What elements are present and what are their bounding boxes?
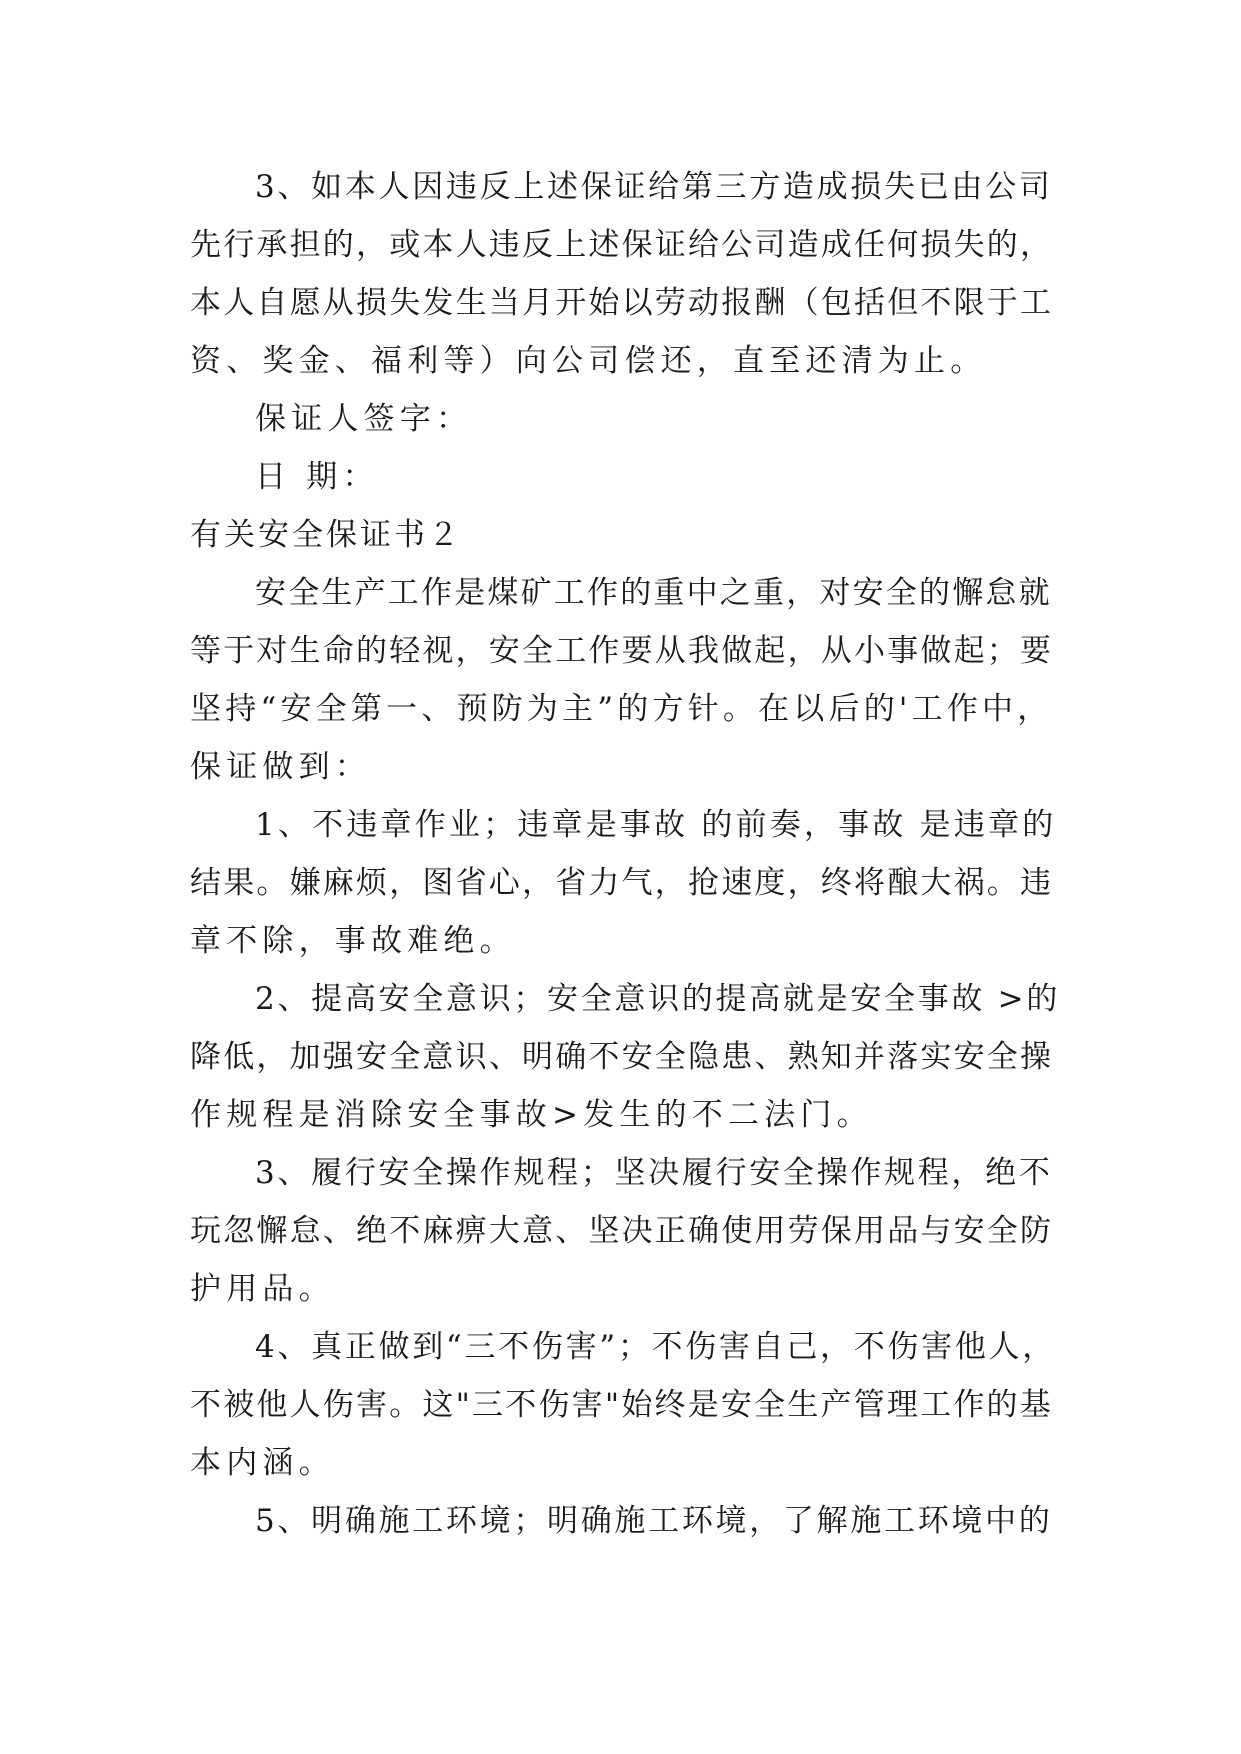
paragraph-line: 5、明确施工环境；明确施工环境，了解施工环境中的 bbox=[255, 1503, 1053, 1539]
paragraph-line: 降低，加强安全意识、明确不安全隐患、熟知并落实安全操 bbox=[190, 1039, 1054, 1075]
paragraph-line: 作规程是消除安全事故>发生的不二法门。 bbox=[190, 1097, 873, 1133]
paragraph-line: 1、不违章作业；违章是事故 的前奏，事故 是违章的 bbox=[255, 807, 1057, 843]
paragraph-line: 3、如本人因违反上述保证给第三方造成损失已由公司 bbox=[255, 169, 1053, 205]
section-heading: 有关安全保证书２ bbox=[190, 517, 462, 553]
paragraph-line: 保证做到： bbox=[190, 749, 371, 785]
paragraph-line: 玩忽懈怠、绝不麻痹大意、坚决正确使用劳保用品与安全防 bbox=[190, 1213, 1054, 1249]
paragraph-line: 本内涵。 bbox=[190, 1445, 335, 1481]
paragraph-line: 等于对生命的轻视，安全工作要从我做起，从小事做起；要 bbox=[190, 633, 1054, 669]
signature-label: 保证人签字： bbox=[255, 401, 473, 437]
paragraph-line: 护用品。 bbox=[190, 1271, 335, 1307]
paragraph-line: 3、履行安全操作规程；坚决履行安全操作规程，绝不 bbox=[255, 1155, 1053, 1191]
paragraph-line: 结果。嫌麻烦，图省心，省力气，抢速度，终将酿大祸。违 bbox=[190, 865, 1054, 901]
paragraph-line: 本人自愿从损失发生当月开始以劳动报酬（包括但不限于工 bbox=[190, 285, 1054, 321]
paragraph-line: 资、奖金、福利等）向公司偿还，直至还清为止。 bbox=[190, 343, 987, 379]
paragraph-line: 4、真正做到“三不伤害”；不伤害自己，不伤害他人， bbox=[255, 1329, 1056, 1365]
paragraph-line: 2、提高安全意识；安全意识的提高就是安全事故 >的 bbox=[255, 981, 1061, 1017]
date-label: 日 期： bbox=[255, 459, 379, 495]
paragraph-line: 安全生产工作是煤矿工作的重中之重，对安全的懈怠就 bbox=[255, 575, 1052, 611]
paragraph-line: 不被他人伤害。这"三不伤害"始终是安全生产管理工作的基 bbox=[190, 1387, 1053, 1423]
paragraph-line: 章不除，事故难绝。 bbox=[190, 923, 516, 959]
paragraph-line: 坚持“安全第一、预防为主”的方针。在以后的'工作中， bbox=[190, 691, 1053, 727]
paragraph-line: 先行承担的，或本人违反上述保证给公司造成任何损失的， bbox=[190, 227, 1054, 263]
